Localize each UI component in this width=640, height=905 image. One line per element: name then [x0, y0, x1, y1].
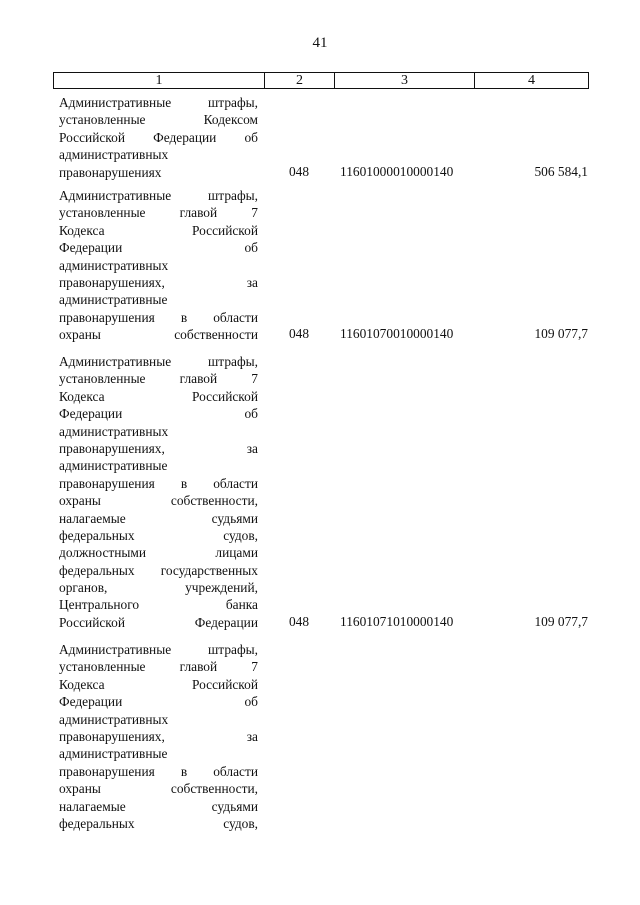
description-line: [59, 562, 258, 579]
description-line: [59, 763, 258, 780]
description-word: банка: [225, 597, 258, 613]
description-word: судов,: [223, 815, 258, 831]
description-word: главой: [179, 205, 218, 221]
description-word: Кодексом: [203, 112, 258, 128]
description-word: главой: [179, 659, 218, 675]
description-line: [59, 527, 258, 544]
description-word: собственности,: [170, 781, 258, 797]
description-line: [59, 309, 258, 326]
description-line: [59, 204, 258, 221]
row-description: [59, 353, 258, 631]
description-word: административные: [59, 746, 168, 762]
description-word: за: [246, 440, 258, 456]
description-word: судов,: [223, 527, 258, 543]
description-line: [59, 94, 258, 111]
description-word: 7: [251, 205, 258, 221]
description-line: [59, 780, 258, 797]
description-line: [59, 510, 258, 527]
description-line: [59, 579, 258, 596]
table-header: [53, 72, 589, 89]
amount-value: 109 077,7: [534, 614, 588, 629]
description-word: в: [180, 309, 188, 325]
description-line: [59, 798, 258, 815]
description-word: административные: [59, 292, 168, 308]
description-word: административные: [59, 458, 168, 474]
description-line: [59, 457, 258, 474]
description-word: области: [213, 763, 258, 779]
description-word: учреждений,: [185, 580, 258, 596]
description-word: штрафы,: [208, 188, 258, 203]
description-word: установленные: [59, 659, 146, 675]
description-word: Кодекса: [59, 676, 105, 692]
description-word: Федерации: [59, 240, 123, 256]
description-word: в: [180, 763, 188, 779]
description-word: об: [244, 694, 258, 710]
description-line: [59, 146, 258, 163]
description-word: Кодекса: [59, 388, 105, 404]
description-word: Федерации: [153, 129, 217, 145]
description-word: штрафы,: [208, 95, 258, 110]
description-word: правонарушениях,: [59, 728, 165, 744]
description-line: [59, 291, 258, 308]
description-word: органов,: [59, 580, 108, 596]
description-word: области: [213, 309, 258, 325]
description-word: Российской: [192, 676, 258, 692]
description-line: [59, 257, 258, 274]
description-word: судьями: [211, 798, 258, 814]
description-word: административных: [59, 423, 169, 439]
header-col-1: 1: [54, 73, 265, 89]
description-word: должностными: [59, 545, 147, 561]
header-col-2: 2: [265, 73, 335, 89]
admin-code: 048: [288, 326, 310, 342]
description-word: установленные: [59, 371, 146, 387]
description-word: 7: [251, 371, 258, 387]
description-word: судьями: [211, 510, 258, 526]
description-line: [59, 129, 258, 146]
description-line: [59, 326, 258, 343]
amount-value: 506 584,1: [534, 163, 588, 179]
description-word: правонарушения: [59, 475, 155, 491]
description-word: Административные: [59, 188, 172, 203]
description-line: [59, 711, 258, 728]
description-word: охраны: [59, 781, 101, 797]
kbk-code: 11601070010000140: [340, 326, 454, 342]
kbk-code: 11601000010000140: [340, 163, 454, 179]
description-line: [59, 614, 258, 631]
description-word: административных: [59, 711, 169, 727]
description-word: Федерации: [59, 406, 123, 422]
description-word: Кодекса: [59, 222, 105, 238]
description-word: правонарушения: [59, 309, 155, 325]
description-word: налагаемые: [59, 510, 126, 526]
description-word: охраны собственности: [59, 327, 258, 343]
description-word: области: [213, 475, 258, 491]
description-line: [59, 388, 258, 405]
description-word: об: [244, 129, 258, 145]
description-line: [59, 544, 258, 561]
description-word: Российской Федерации: [59, 614, 258, 630]
description-line: [59, 815, 258, 832]
description-word: Административные: [59, 642, 172, 657]
description-line: [59, 274, 258, 291]
description-line: [59, 164, 258, 181]
description-line: [59, 693, 258, 710]
description-word: собственности,: [170, 493, 258, 509]
description-word: Центрального: [59, 597, 140, 613]
amount-value: 109 077,7: [534, 326, 588, 342]
description-word: правонарушениях,: [59, 274, 165, 290]
description-word: за: [246, 728, 258, 744]
description-word: главой: [179, 371, 218, 387]
description-word: административных: [59, 257, 169, 273]
header-col-4: 4: [475, 73, 589, 89]
header-col-3: 3: [335, 73, 475, 89]
description-word: об: [244, 240, 258, 256]
description-line: [59, 596, 258, 613]
description-word: лицами: [215, 545, 258, 561]
description-line: [59, 239, 258, 256]
description-word: штрафы,: [208, 354, 258, 369]
admin-code: 048: [288, 614, 310, 629]
description-word: установленные: [59, 205, 146, 221]
row-description: [59, 94, 258, 181]
description-line: [59, 222, 258, 239]
description-line: [59, 353, 258, 370]
admin-code: 048: [288, 163, 310, 179]
description-line: [59, 187, 258, 204]
description-word: в: [180, 475, 188, 491]
description-word: правонарушениях,: [59, 440, 165, 456]
row-description: [59, 641, 258, 832]
description-line: [59, 641, 258, 658]
page-number: 41: [312, 35, 328, 51]
description-line: [59, 440, 258, 457]
description-line: [59, 423, 258, 440]
description-word: об: [244, 406, 258, 422]
description-word: федеральных: [59, 527, 135, 543]
description-word: правонарушениях: [59, 164, 162, 180]
description-line: [59, 676, 258, 693]
description-word: Административные: [59, 95, 172, 110]
description-word: Российской: [59, 129, 125, 145]
description-word: 7: [251, 659, 258, 675]
description-word: охраны: [59, 493, 101, 509]
description-word: Федерации: [59, 694, 123, 710]
description-line: [59, 405, 258, 422]
description-line: [59, 492, 258, 509]
description-word: правонарушения: [59, 763, 155, 779]
description-word: Административные: [59, 354, 172, 369]
description-word: Российской: [192, 222, 258, 238]
description-line: [59, 728, 258, 745]
description-word: административных: [59, 147, 169, 163]
row-description: [59, 187, 258, 344]
description-word: установленные: [59, 112, 146, 128]
kbk-code: 11601071010000140: [340, 614, 454, 629]
description-line: [59, 370, 258, 387]
description-line: [59, 475, 258, 492]
description-word: за: [246, 274, 258, 290]
description-line: [59, 111, 258, 128]
description-line: [59, 745, 258, 762]
description-word: налагаемые: [59, 798, 126, 814]
description-word: федеральных: [59, 815, 135, 831]
description-word: федеральных государственных: [59, 562, 258, 578]
description-word: Российской: [192, 388, 258, 404]
description-word: штрафы,: [208, 642, 258, 657]
description-line: [59, 658, 258, 675]
